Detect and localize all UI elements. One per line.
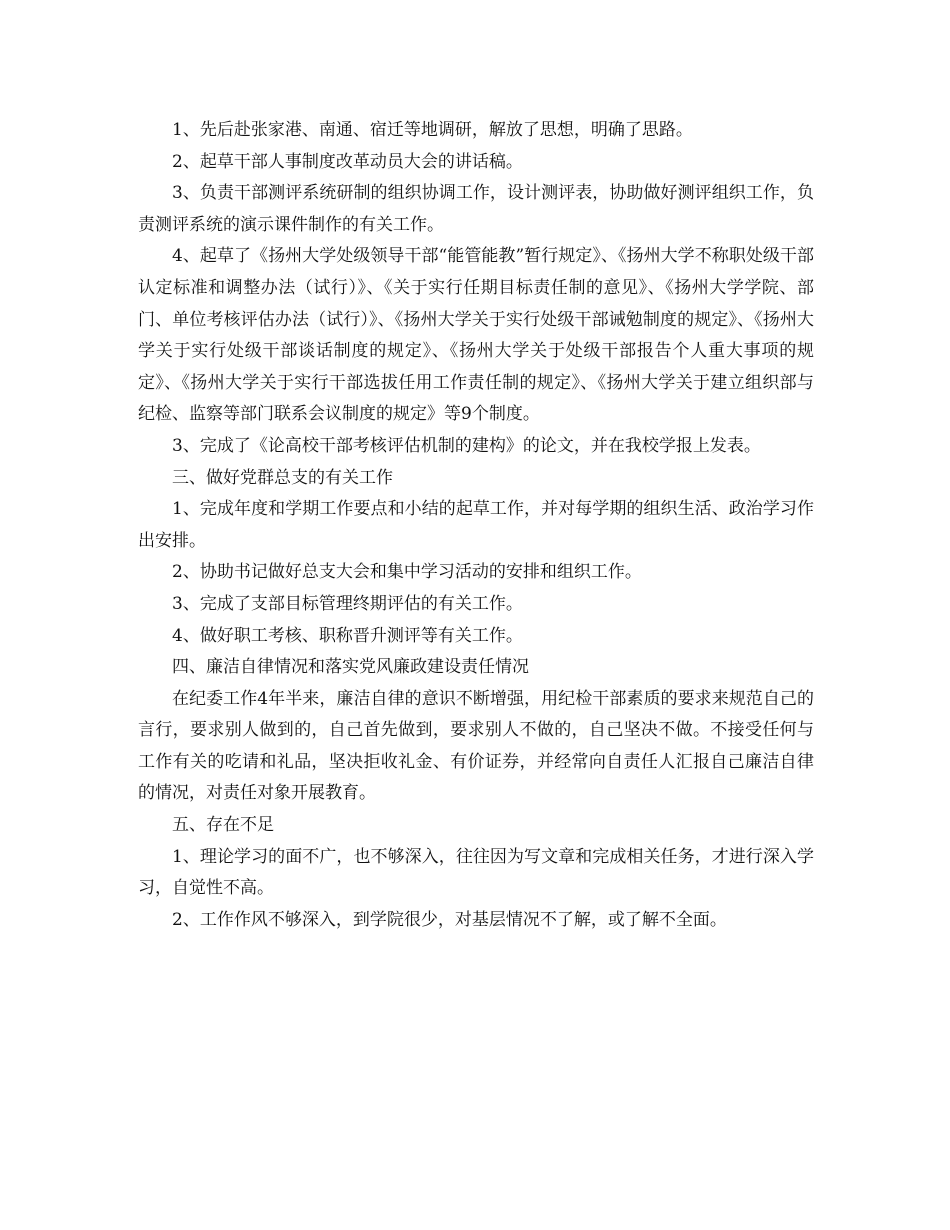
paragraph-research-trips: 1、先后赴张家港、南通、宿迁等地调研，解放了思想，明确了思路。	[172, 120, 693, 140]
section-heading-integrity: 四、廉洁自律情况和落实党风廉政建设责任情况	[172, 657, 529, 678]
paragraph-staff-assessment: 4、做好职工考核、职称晋升测评等有关工作。	[172, 625, 523, 646]
paragraph-speech-draft: 2、起草干部人事制度改革动员大会的讲话稿。	[172, 151, 523, 172]
paragraph-annual-plans: 1、完成年度和学期工作要点和小结的起草工作，并对每学期的组织生活、政治学习作出安排。	[138, 499, 814, 551]
document-body	[138, 115, 814, 936]
section-heading-shortcomings: 五、存在不足	[172, 815, 274, 836]
paragraph-paper-published: 3、完成了《论高校干部考核评估机制的建构》的论文，并在我校学报上发表。	[172, 435, 761, 456]
paragraph-integrity-details: 在纪委工作4年半来，廉洁自律的意识不断增强，用纪检干部素质的要求来规范自己的言行，要求别人做到的，自己首先做到，要求别人不做的，自己坚决不做。不接受任何与工作有关的吃请和礼品，坚决拒收礼金、有价证券，并经常向自责任人汇报自己廉洁自律的情况，对责任对象开展教育。	[138, 688, 814, 804]
section-heading-party-work: 三、做好党群总支的有关工作	[172, 467, 393, 488]
paragraph-branch-evaluation: 3、完成了支部目标管理终期评估的有关工作。	[172, 593, 523, 614]
paragraph-regulations-drafted: 4、起草了《扬州大学处级领导干部“能管能教”暂行规定》、《扬州大学不称职处级干部认定标准和调整办法（试行）》、《关于实行任期目标责任制的意见》、《扬州大学学院、部门、单位考核评估办法（试行）》、《扬州大学关于实行处级干部诫勉制度的规定》、《扬州大学关于实行处级干部谈话制度的规定》、《扬州大学关于处级干部报告个人重大事项的规定》、《扬州大学关于实行干部选拔任用工作责任制的规定》、《扬州大学关于建立组织部与纪检、监察等部门联系会议制度的规定》等9个制度。	[138, 246, 814, 425]
paragraph-evaluation-system: 3、负责干部测评系统研制的组织协调工作，设计测评表，协助做好测评组织工作，负责测评系统的演示课件制作的有关工作。	[138, 183, 814, 235]
paragraph-theory-study: 1、理论学习的面不广，也不够深入，往往因为写文章和完成相关任务，才进行深入学习，自觉性不高。	[138, 846, 814, 899]
paragraph-work-style: 2、工作作风不够深入，到学院很少，对基层情况不了解，或了解不全面。	[172, 909, 727, 930]
paragraph-assist-secretary: 2、协助书记做好总支大会和集中学习活动的安排和组织工作。	[172, 562, 642, 583]
